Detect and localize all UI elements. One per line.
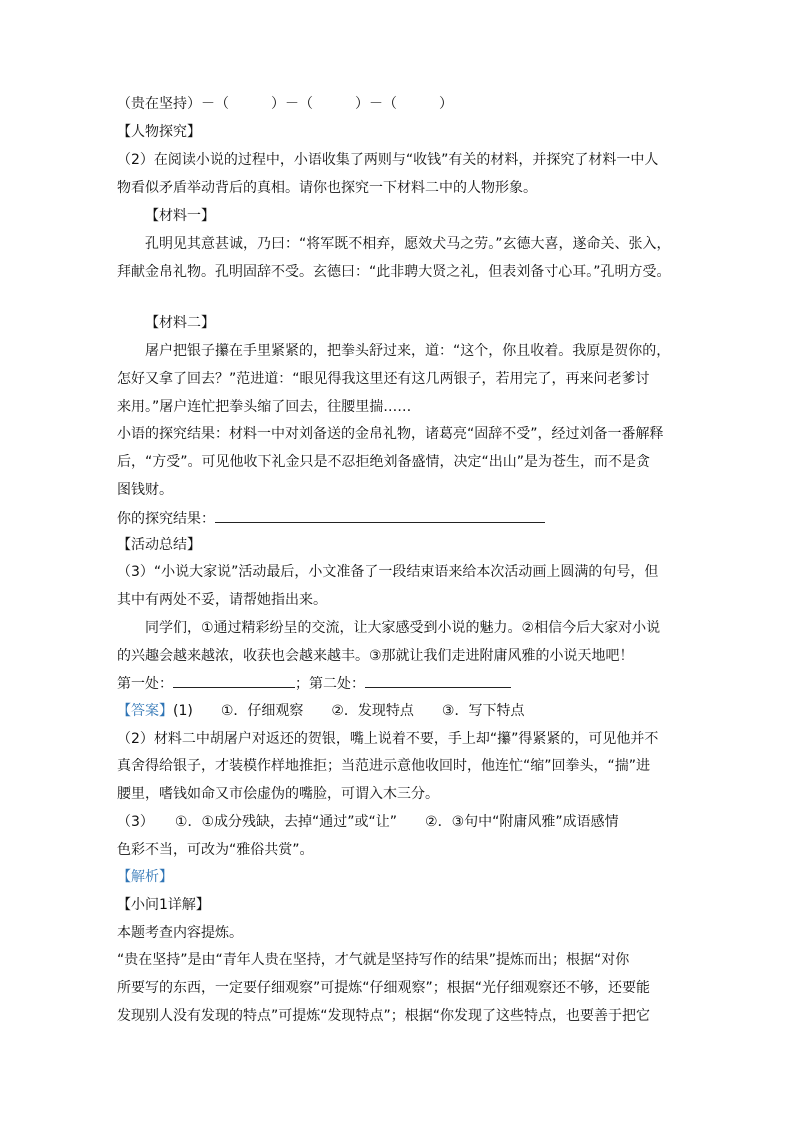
answer-3-line-1: （3） ①．①成分残缺，去掉“通过”或“让” ②．③句中“附庸风雅”成语感情 bbox=[117, 814, 619, 830]
analysis-line-2: “贵在坚持”是由“青年人贵在坚持，才气就是坚持写作的结果”提炼而出；根据“对你 bbox=[117, 952, 630, 968]
answer-2-line-3: 腰里，嗜钱如命又市侩虚伪的嘴脸，可谓入木三分。 bbox=[117, 786, 439, 802]
your-result-blank[interactable] bbox=[215, 508, 545, 523]
closing-speech-line-1: 同学们，①通过精彩纷呈的交流，让大家感受到小说的魅力。②相信今后大家对小说 bbox=[145, 620, 661, 636]
material-2-line-1: 屠户把银子攥在手里紧紧的，把拳头舒过来，道：“这个，你且收着。我原是贺你的， bbox=[145, 343, 671, 359]
analysis-line-4: 发现别人没有发现的特点”可提炼“发现特点”；根据“你发现了这些特点，也要善于把它 bbox=[117, 1008, 651, 1024]
your-result-label: 你的探究结果： bbox=[117, 511, 215, 527]
xiaoyu-result-line-3: 图钱财。 bbox=[117, 482, 173, 498]
answer-label: 【答案】 bbox=[117, 703, 173, 719]
material-2-line-2: 怎好又拿了回去？”范进道：“眼见得我这里还有这几两银子，若用完了，再来问老爹讨 bbox=[117, 371, 650, 387]
answer-2-line-1: （2）材料二中胡屠户对返还的贺银，嘴上说着不要，手上却“攥”得紧紧的，可见他并不 bbox=[117, 731, 659, 747]
answer-3-line-2: 色彩不当，可改为“雅俗共赏”。 bbox=[117, 842, 314, 858]
closing-speech-line-2: 的兴趣会越来越浓，收获也会越来越丰。③那就让我们走进附庸风雅的小说天地吧！ bbox=[117, 648, 634, 664]
section-heading-character: 【人物探究】 bbox=[117, 124, 201, 140]
analysis-label: 【解析】 bbox=[117, 869, 173, 885]
second-error-blank[interactable] bbox=[365, 673, 511, 688]
second-error-label: ；第二处： bbox=[295, 676, 365, 692]
analysis-line-1: 本题考查内容提炼。 bbox=[117, 925, 243, 941]
answer-2-line-2: 真舍得给银子，才装模作样地推拒；当范进示意他收回时，他连忙“缩”回拳头，“揣”进 bbox=[117, 758, 651, 774]
your-result-line bbox=[117, 508, 545, 529]
question-2-line-1: （2）在阅读小说的过程中，小语收集了两则与“收钱”有关的材料，并探究了材料一中人 bbox=[117, 152, 659, 168]
answer-line-1 bbox=[117, 701, 524, 721]
xiaoyu-result-line-2: 后，“方受”。可见他收下礼金只是不忍拒绝刘备盛情，决定“出山”是为苍生，而不是贪 bbox=[117, 454, 651, 470]
error-answer-line bbox=[117, 673, 511, 694]
material-1-line-2: 拜献金帛礼物。孔明固辞不受。玄德曰：“此非聘大贤之礼，但表刘备寸心耳。”孔明方受。 bbox=[117, 264, 671, 280]
first-error-label: 第一处： bbox=[117, 676, 173, 692]
question-3-line-1: （3）“小说大家说”活动最后，小文准备了一段结束语来给本次活动画上圆满的句号，但 bbox=[117, 564, 659, 580]
first-error-blank[interactable] bbox=[173, 673, 295, 688]
material-2-heading: 【材料二】 bbox=[145, 315, 215, 331]
question-2-line-2: 物看似矛盾举动背后的真相。请你也探究一下材料二中的人物形象。 bbox=[117, 180, 537, 196]
material-2-line-3: 来用。”屠户连忙把拳头缩了回去，往腰里揣…… bbox=[117, 399, 412, 415]
material-1-heading: 【材料一】 bbox=[145, 208, 215, 224]
xiaoyu-result-line-1: 小语的探究结果：材料一中对刘备送的金帛礼物，诸葛亮“固辞不受”，经过刘备一番解释 bbox=[117, 426, 664, 442]
analysis-line-3: 所要写的东西，一定要仔细观察”可提炼“仔细观察”；根据“光仔细观察还不够，还要能 bbox=[117, 980, 651, 996]
section-heading-summary: 【活动总结】 bbox=[117, 537, 201, 553]
sub-question-1-heading: 【小问1详解】 bbox=[117, 897, 210, 913]
material-1-line-1: 孔明见其意甚诚，乃曰：“将军既不相弃，愿效犬马之劳。”玄德大喜，遂命关、张入， bbox=[145, 236, 671, 252]
answer-blanks-line: （贵在坚持）－（ ）－（ ）－（ ） bbox=[117, 96, 453, 112]
question-3-line-2: 其中有两处不妥，请帮她指出来。 bbox=[117, 592, 327, 608]
answer-part-1: (1) ①．仔细观察 ②．发现特点 ③．写下特点 bbox=[173, 703, 525, 719]
